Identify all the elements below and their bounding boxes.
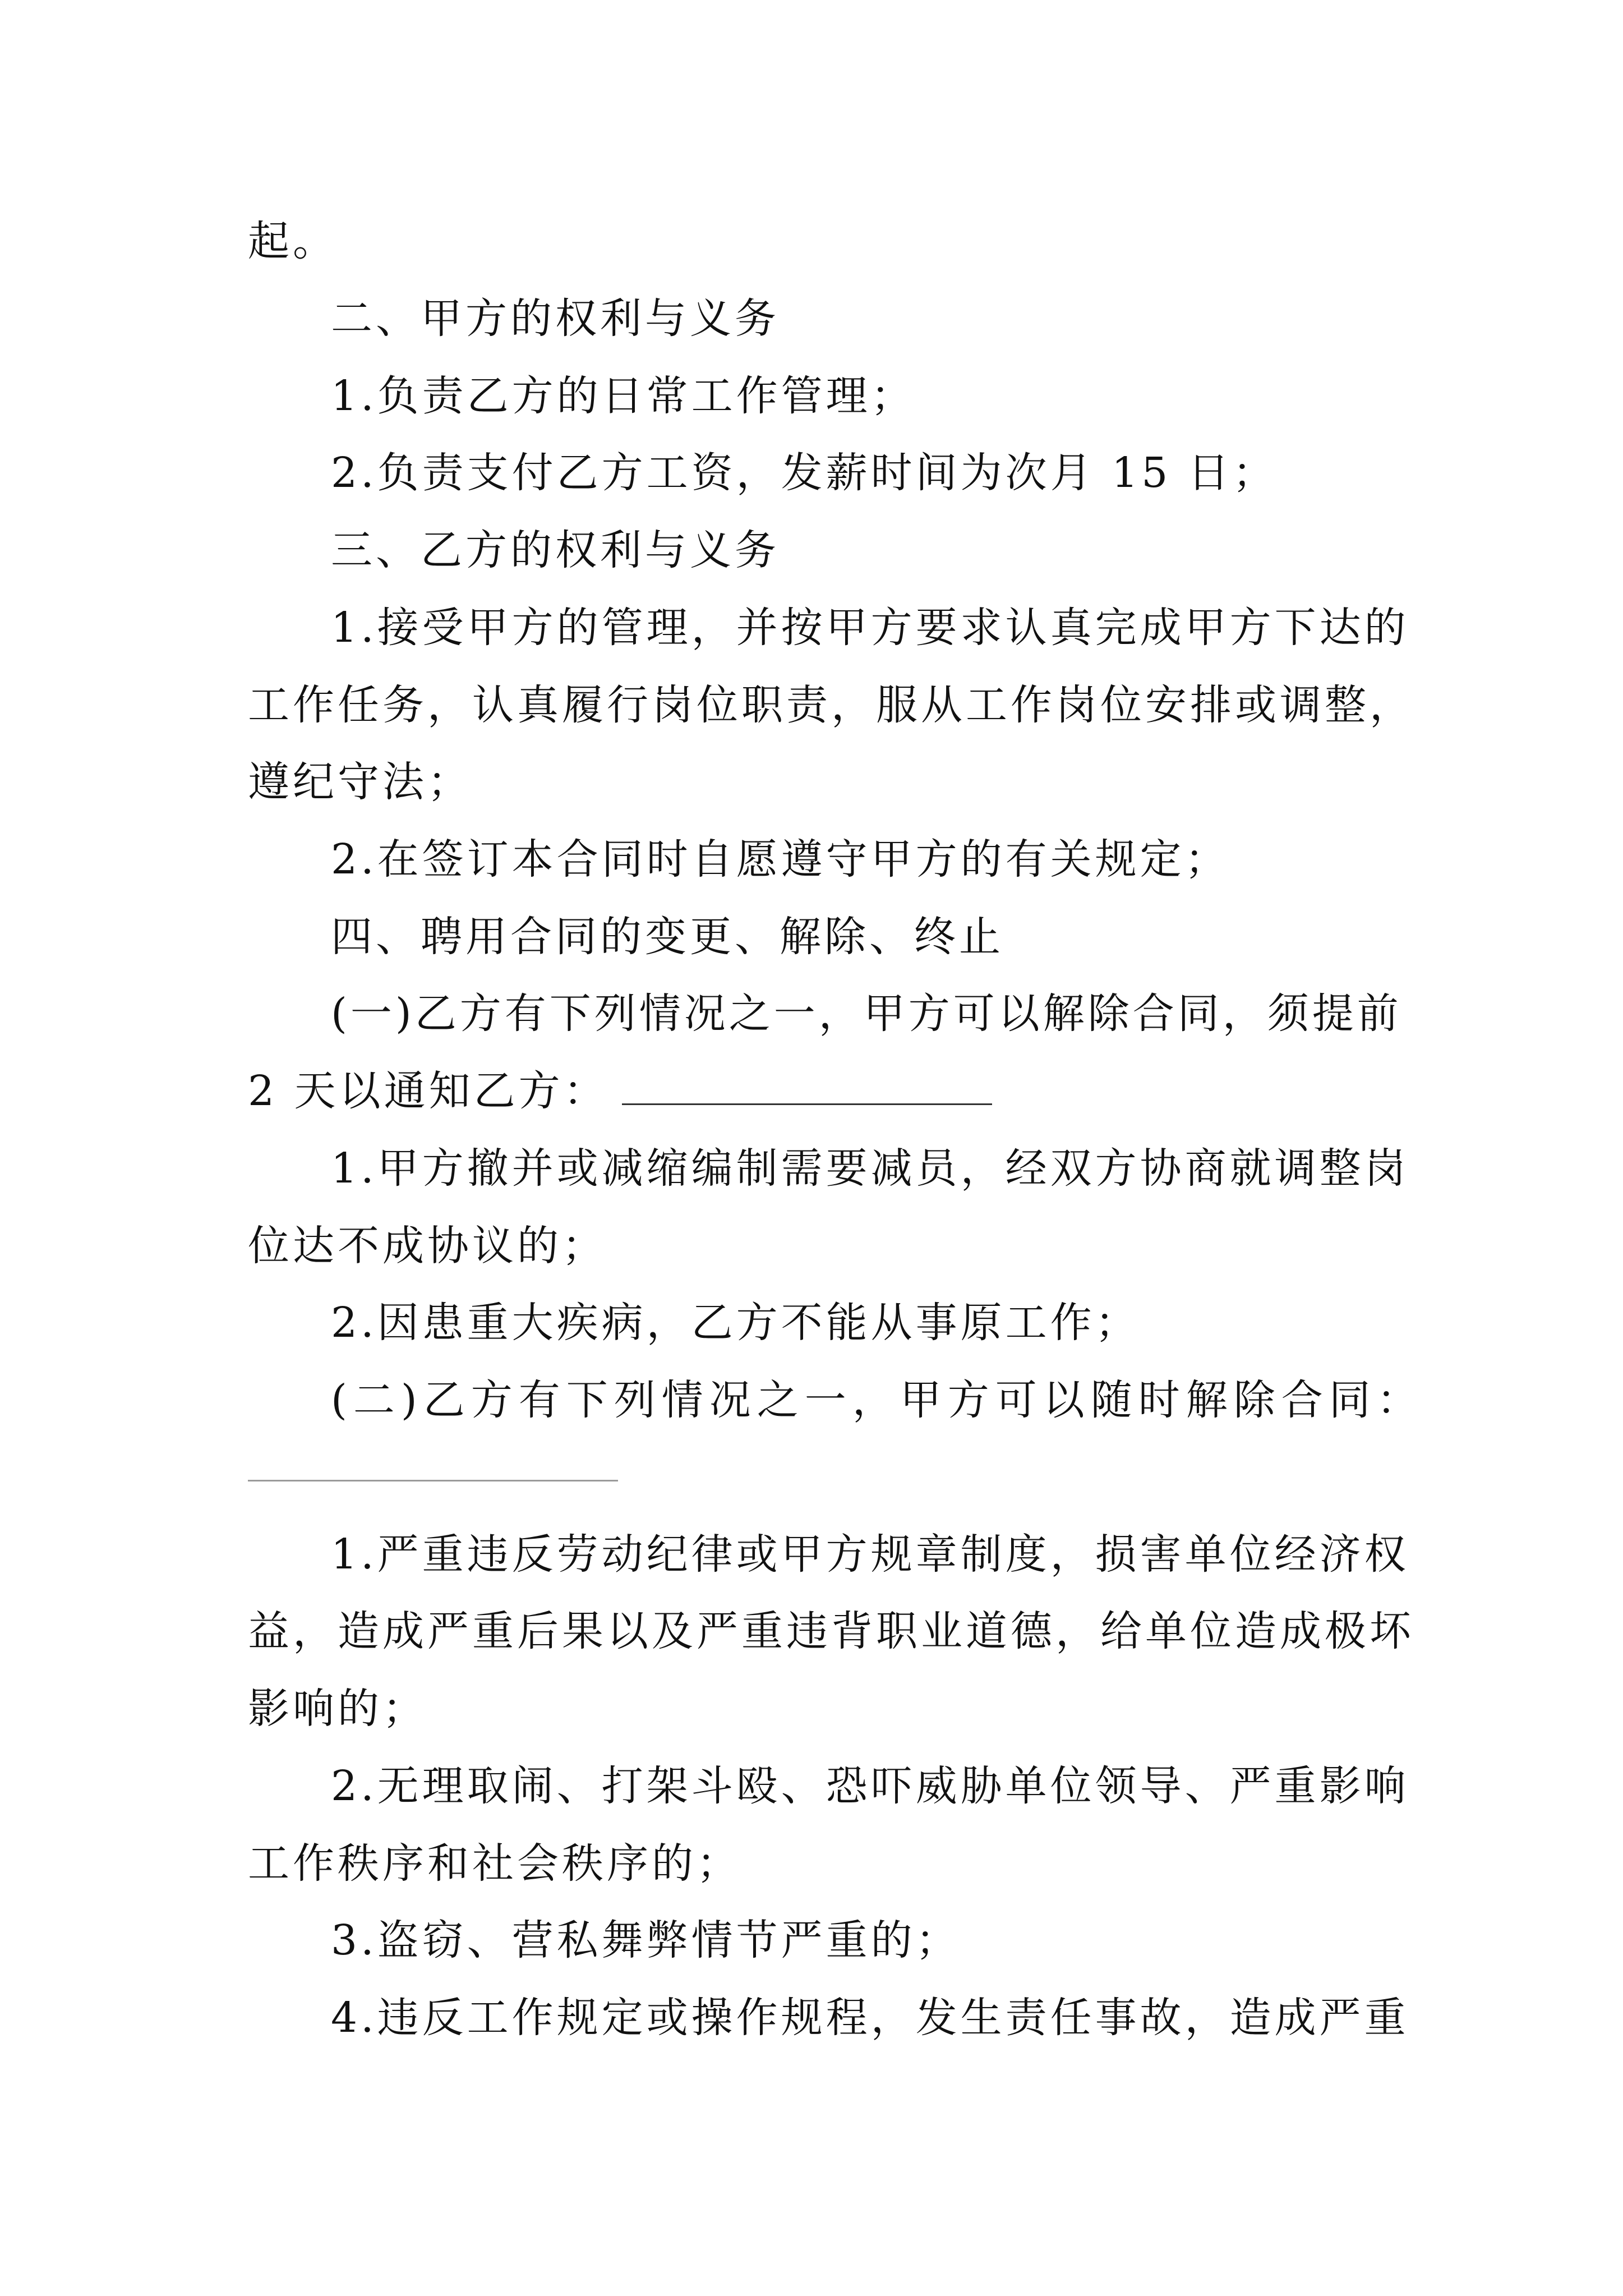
text-line: 1.严重违反劳动纪律或甲方规章制度，损害单位经济权 <box>331 1530 1409 1579</box>
section-heading: 四、聘用合同的变更、解除、终止 <box>331 913 1004 961</box>
text-line: 益，造成严重后果以及严重违背职业道德，给单位造成极坏 <box>248 1607 1414 1655</box>
text-line: 工作任务，认真履行岗位职责，服从工作岗位安排或调整， <box>248 681 1414 729</box>
text-line: 工作秩序和社会秩序的； <box>248 1839 741 1888</box>
text-line: (一)乙方有下列情况之一，甲方可以解除合同，须提前 <box>331 990 1402 1038</box>
notice-text: 2 天以通知乙方： <box>248 1067 608 1115</box>
text-line <box>248 1063 992 1119</box>
text-line: 位达不成协议的； <box>248 1222 607 1270</box>
text-line: 3.盗窃、营私舞弊情节严重的； <box>331 1916 961 1964</box>
fill-in-blank <box>622 1072 992 1105</box>
text-line: 遵纪守法； <box>248 758 472 806</box>
text-line: 2.无理取闹、打架斗殴、恐吓威胁单位领导、严重影响 <box>331 1762 1409 1810</box>
section-heading: 二、甲方的权利与义务 <box>331 295 780 343</box>
text-line: 1.负责乙方的日常工作管理； <box>331 372 916 420</box>
text-line: (二)乙方有下列情况之一，甲方可以随时解除合同： <box>331 1376 1424 1424</box>
text-line: 2.因患重大疾病，乙方不能从事原工作； <box>331 1299 1140 1347</box>
separator-rule <box>248 1480 618 1481</box>
text-line: 影响的； <box>248 1685 427 1733</box>
text-line: 4.违反工作规定或操作规程，发生责任事故，造成严重 <box>331 1994 1409 2042</box>
text-line: 2.在签订本合同时自愿遵守甲方的有关规定； <box>331 835 1230 884</box>
text-line: 2.负责支付乙方工资，发薪时间为次月 15 日； <box>331 449 1278 497</box>
section-heading: 三、乙方的权利与义务 <box>331 526 780 574</box>
text-line: 1.甲方撤并或减缩编制需要减员，经双方协商就调整岗 <box>331 1144 1409 1193</box>
text-line: 起。 <box>248 217 338 265</box>
text-line: 1.接受甲方的管理，并按甲方要求认真完成甲方下达的 <box>331 604 1409 652</box>
